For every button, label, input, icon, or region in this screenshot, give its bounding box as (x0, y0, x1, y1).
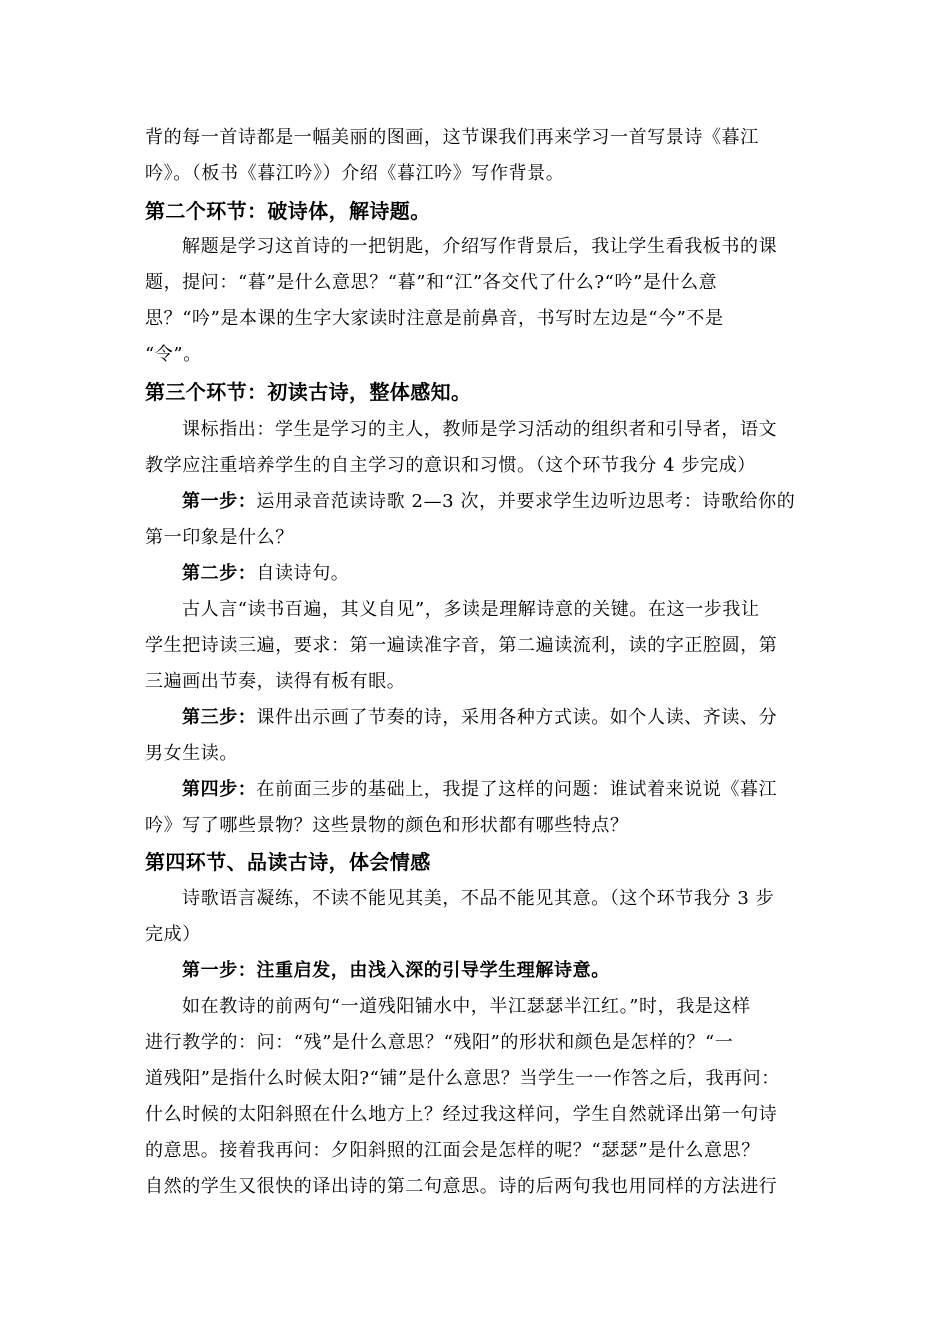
section-heading: 第二个环节：破诗体，解诗题。 (145, 199, 431, 223)
body-line: 题，提问：“暮”是什么意思？“暮”和“江”各交代了什么?“吟”是什么意 (145, 272, 718, 293)
step-label: 第三步： (182, 707, 257, 728)
body-line: 学生把诗读三遍，要求：第一遍读准字音，第二遍读流利，读的字正腔圆，第 (145, 635, 778, 656)
body-line: 完成） (145, 924, 201, 945)
step-line: 第一步：注重启发，由浅入深的引导学生理解诗意。 (182, 960, 610, 981)
step-label: 第二步： (182, 563, 257, 584)
body-line: 思？“吟”是本课的生字大家读时注意是前鼻音，书写时左边是“今”不是 (145, 308, 724, 329)
body-line: 的意思。接着我再问：夕阳斜照的江面会是怎样的呢？“瑟瑟”是什么意思？ (145, 1140, 760, 1161)
step-line (182, 706, 777, 730)
section-heading: 第三个环节：初读古诗，整体感知。 (145, 380, 472, 404)
body-line: 第一印象是什么？ (145, 527, 294, 548)
step-text: 课件出示画了节奏的诗，采用各种方式读。如个人读、齐读、分 (256, 707, 778, 728)
step-label: 第四步： (182, 779, 257, 800)
body-line: 课标指出：学生是学习的主人，教师是学习活动的组织者和引导者，语文 (182, 419, 778, 440)
step-line (182, 562, 349, 586)
body-line: 什么时候的太阳斜照在什么地方上？经过我这样问，学生自然就译出第一句诗 (145, 1104, 778, 1125)
body-line: 吟》写了哪些景物？这些景物的颜色和形状都有哪些特点？ (145, 815, 629, 836)
step-label: 第一步： (182, 491, 257, 512)
step-text: 运用录音范读诗歌 2—3 次，并要求学生边听边思考：诗歌给你的 (256, 491, 796, 512)
step-line (182, 490, 795, 514)
body-line: 古人言“读书百遍，其义自见”，多读是理解诗意的关键。在这一步我让 (182, 599, 760, 620)
body-line: 吟》。（板书《暮江吟》）介绍《暮江吟》写作背景。 (145, 163, 565, 184)
body-line: 解题是学习这首诗的一把钥匙，介绍写作背景后，我让学生看我板书的课 (182, 236, 778, 257)
body-line: 三遍画出节奏，读得有板有眼。 (145, 671, 406, 692)
step-text: 在前面三步的基础上，我提了这样的问题：谁试着来说说《暮江 (256, 779, 778, 800)
body-line: “令”。 (145, 344, 202, 365)
body-line: 背的每一首诗都是一幅美丽的图画，这节课我们再来学习一首写景诗《暮江 (145, 127, 759, 148)
body-line: 教学应注重培养学生的自主学习的意识和习惯。（这个环节我分 4 步完成） (145, 455, 756, 476)
section-heading: 第四环节、品读古诗，体会情感 (145, 850, 431, 874)
step-line (182, 778, 777, 802)
body-line: 自然的学生又很快的译出诗的第二句意思。诗的后两句我也用同样的方法进行 (145, 1176, 778, 1197)
body-line: 如在教诗的前两句“一道残阳铺水中，半江瑟瑟半江红。”时，我是这样 (182, 996, 751, 1017)
body-line: 进行教学的：问：“残”是什么意思？“残阳”的形状和颜色是怎样的？“一 (145, 1032, 734, 1053)
body-line: 诗歌语言凝练，不读不能见其美，不品不能见其意。（这个环节我分 3 步 (182, 888, 775, 909)
body-line: 男女生读。 (145, 743, 238, 764)
step-text: 自读诗句。 (256, 563, 350, 584)
body-line: 道残阳”是指什么时候太阳?“铺”是什么意思？当学生一一作答之后，我再问： (145, 1068, 780, 1089)
